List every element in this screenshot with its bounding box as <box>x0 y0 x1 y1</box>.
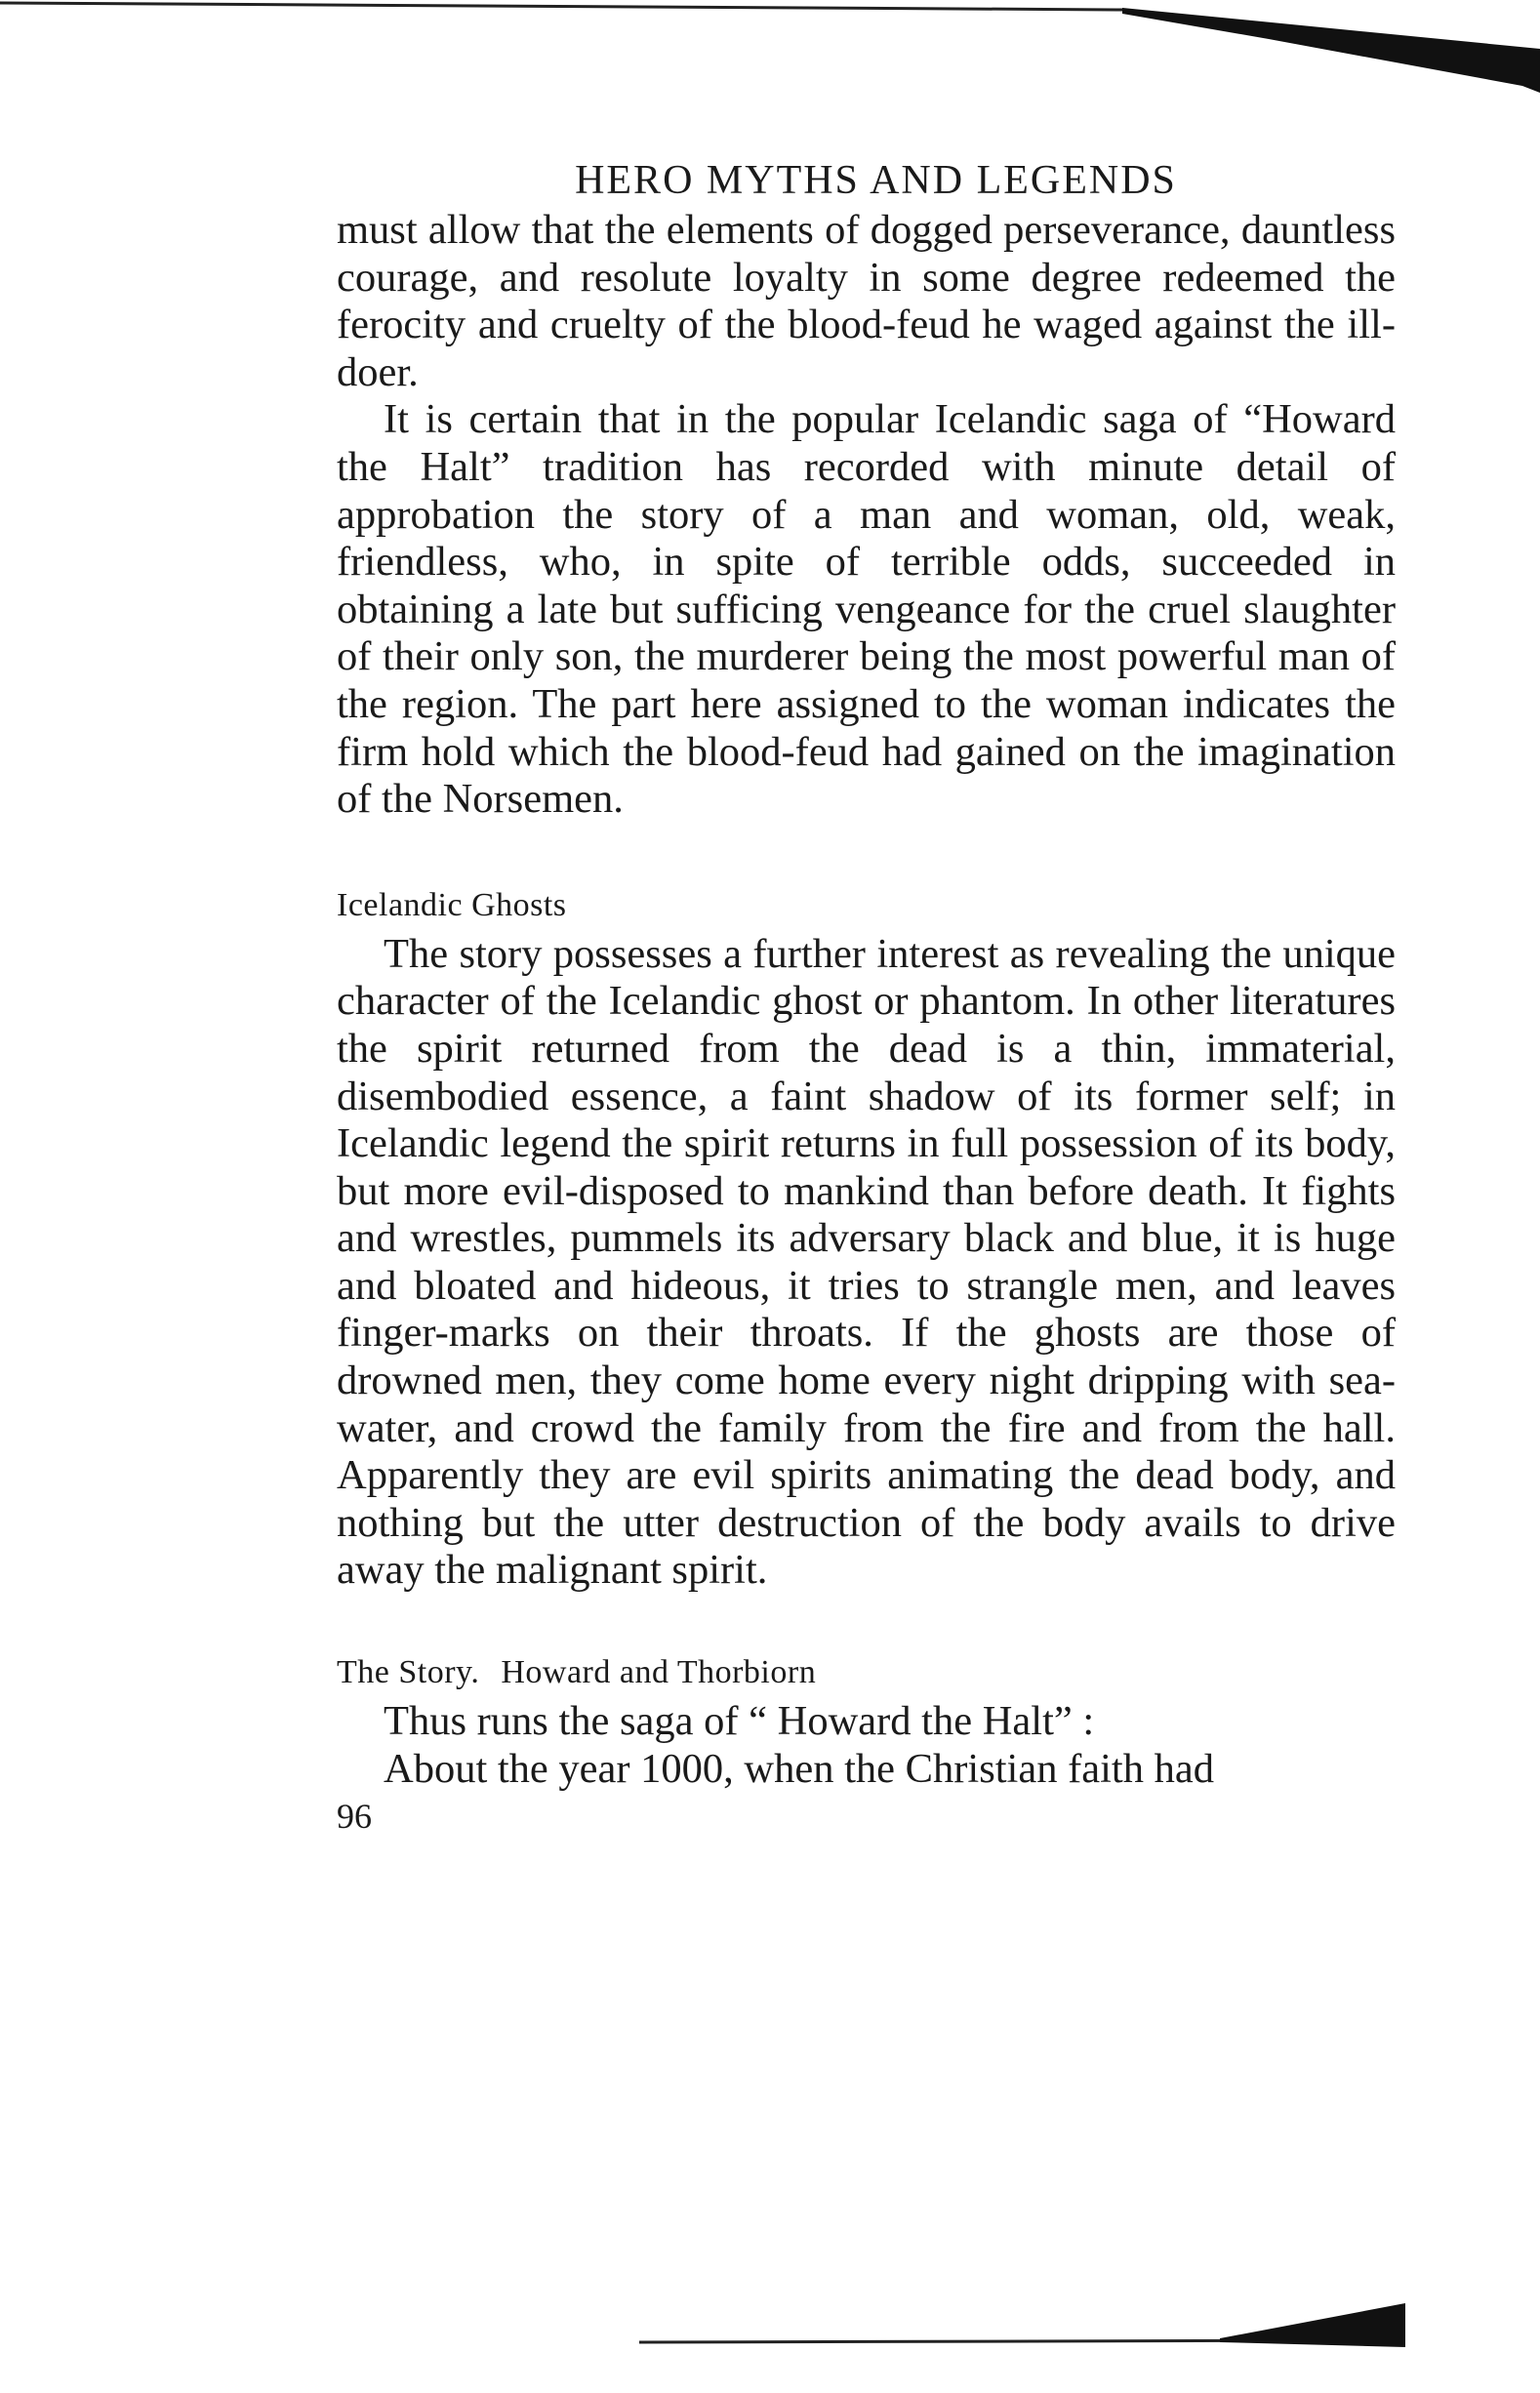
section-heading-the-story <box>337 1651 1396 1694</box>
paragraph-saga-intro: Thus runs the saga of “ Howard the Halt” : <box>384 1698 1095 1745</box>
book-page <box>337 156 1396 1836</box>
running-head: HERO MYTHS AND LEGENDS <box>575 158 1177 203</box>
page-number: 96 <box>337 1797 372 1837</box>
paragraph-year-1000: About the year 1000, when the Christian faith had <box>384 1745 1214 1792</box>
paragraph-continuation: must allow that the elements of dogged perseverance, dauntless courage, and resolute loyalty in some degree redeemed the ferocity and cruelty of the blood-feud he waged against the ill-doer. <box>337 207 1396 395</box>
section-heading-story-title: Howard and Thorbiorn <box>501 1654 817 1691</box>
section-heading-story-label: The Story. <box>337 1654 480 1691</box>
scan-bottom-edge <box>0 2274 1540 2393</box>
paragraph-howard-saga: It is certain that in the popular Icelandic saga of “Howard the Halt” tradition has recorded with minute detail of approbation the story of a man and woman, old, weak, friendless, who, in spite of terrible odds, succeeded in obtaining a late but sufficing vengeance for the cruel slaughter of their only son, the murderer being the most powerful man of the region. The part here assigned to the woman indicates the firm hold which the blood-feud had gained on the imagination of the Norsemen. <box>337 396 1396 823</box>
paragraph-ghosts: The story possesses a further interest as revealing the unique character of the Icelandic ghost or phantom. In other literatures the spirit returned from the dead is a thin, immaterial, disembodied essence, a faint shadow of its former self; in Icelandic legend the spirit returns in full possession of its body, but more evil-disposed to mankind than before death. It fights and wrestles, pummels its adversary black and blue, it is huge and bloated and hideous, it tries to strangle men, and leaves finger-marks on their throats. If the ghosts are those of drowned men, they come home every night dripping with sea-water, and crowd the family from the fire and from the hall. Apparently they are evil spirits animating the dead body, and nothing but the utter destruction of the body avails to drive away the malignant spirit. <box>337 930 1396 1594</box>
scan-top-edge <box>0 0 1540 93</box>
section-heading-icelandic-ghosts: Icelandic Ghosts <box>337 886 567 923</box>
